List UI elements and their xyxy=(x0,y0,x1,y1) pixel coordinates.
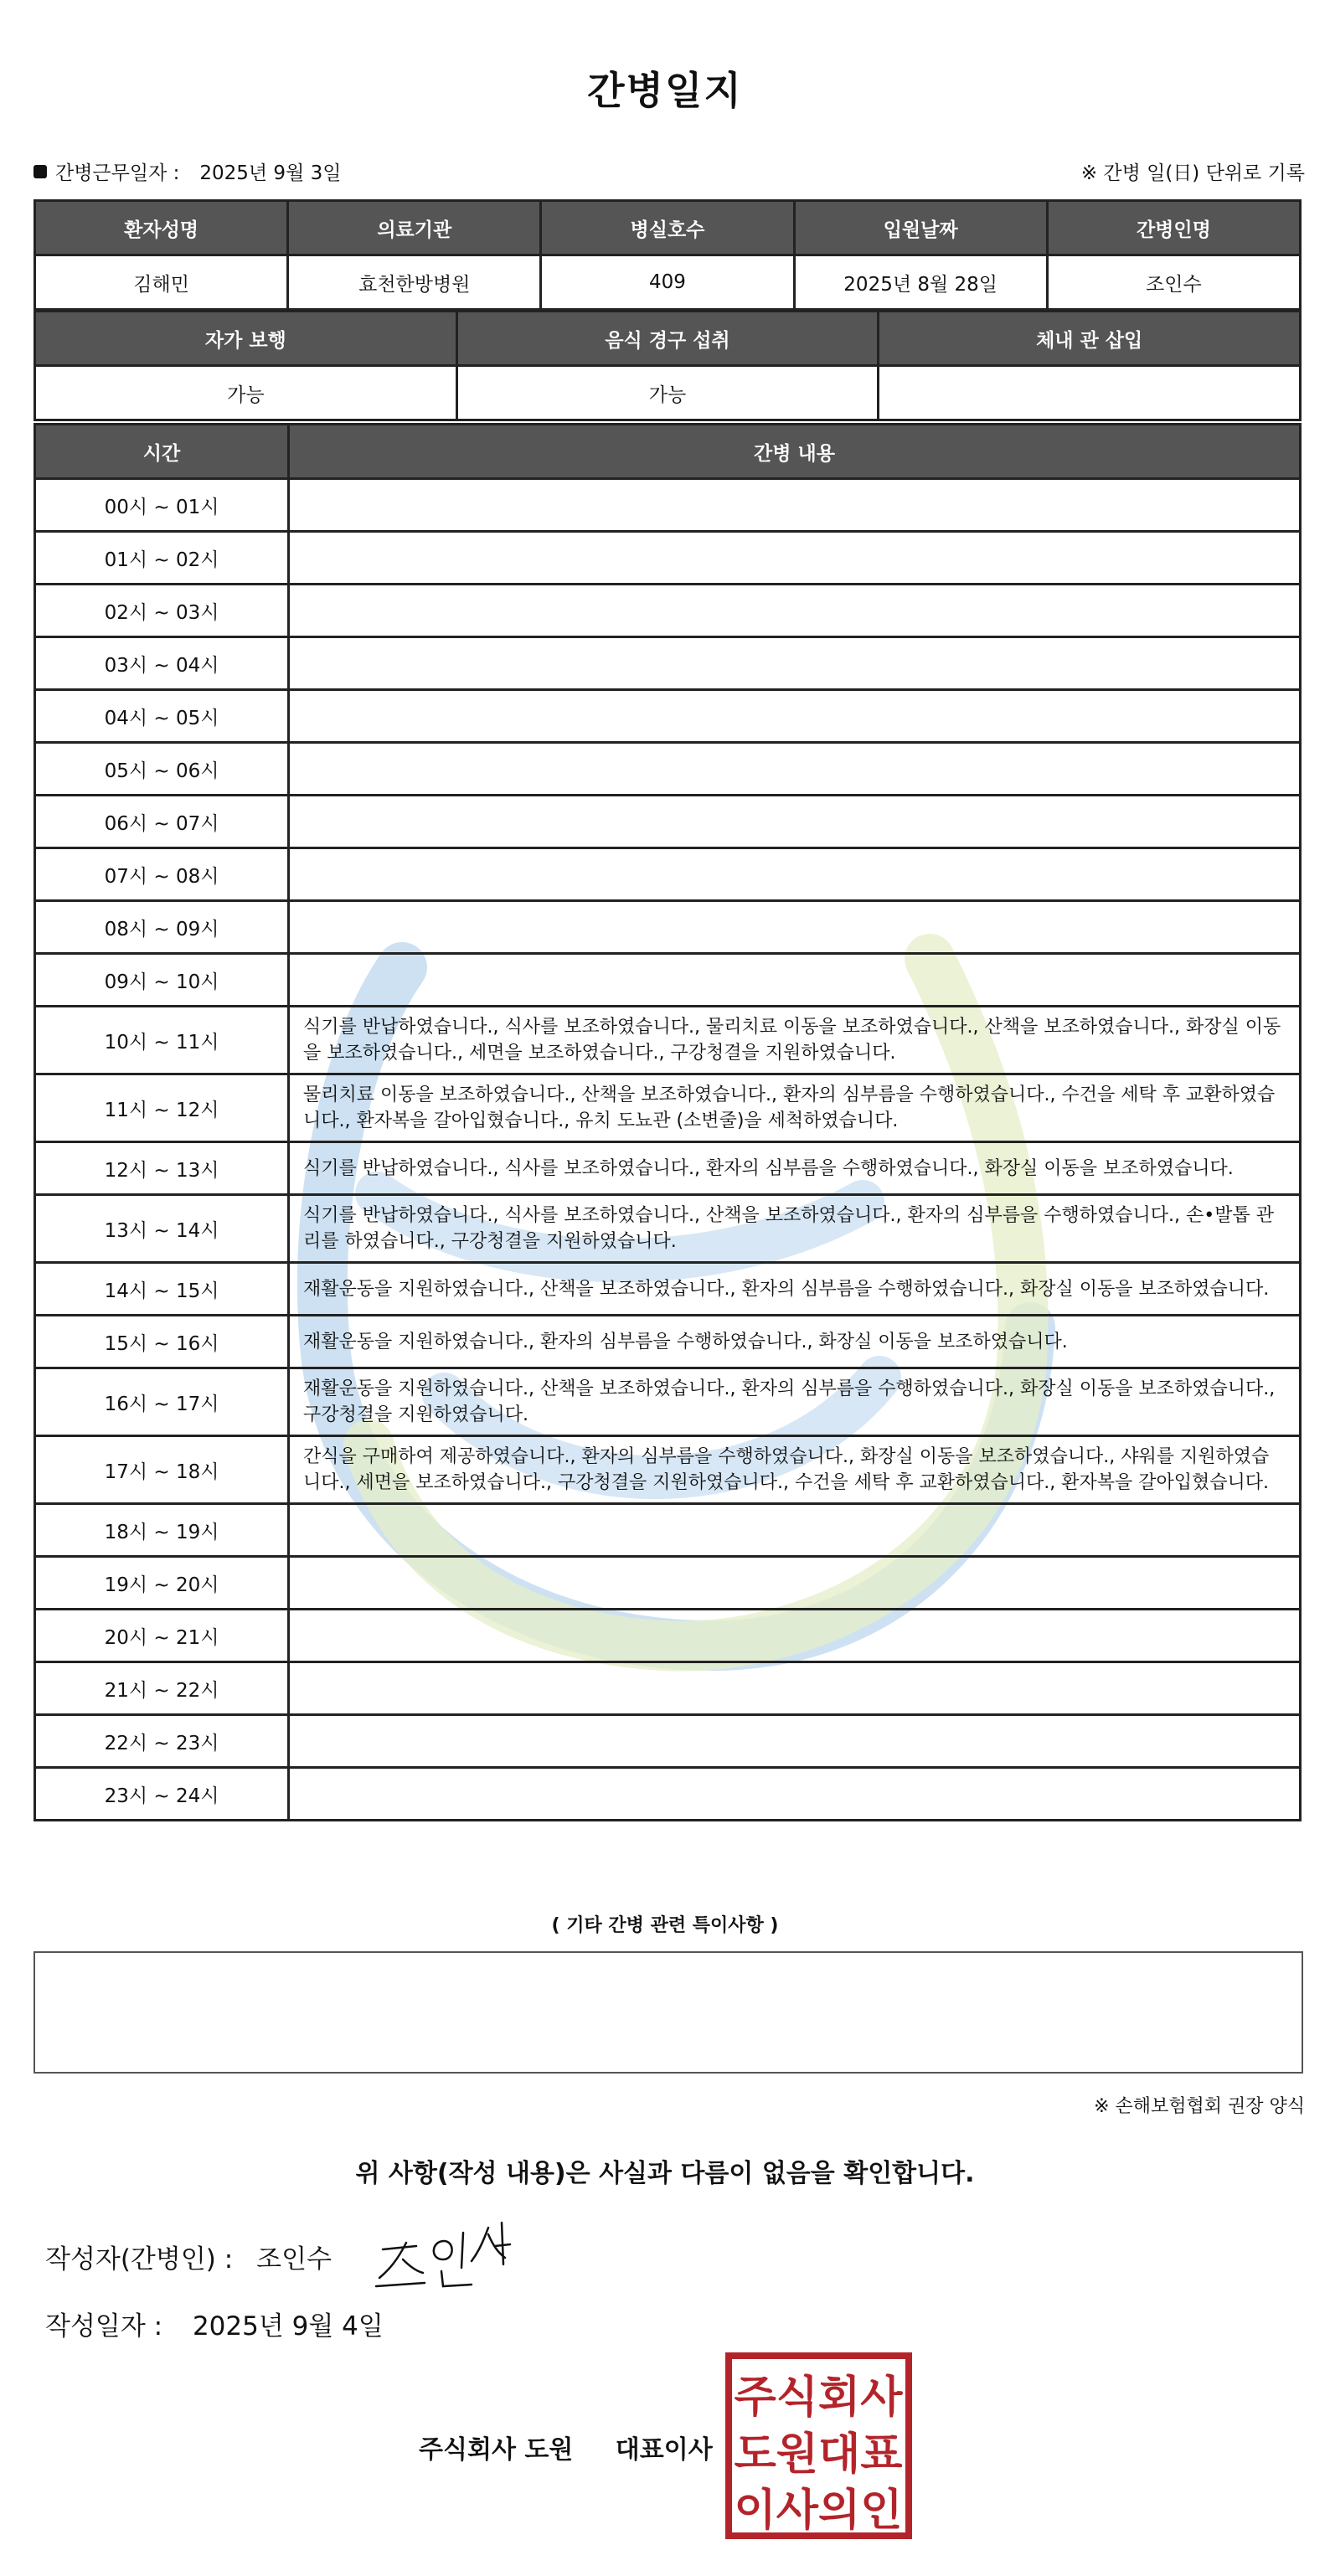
header-cell: 간병인명 xyxy=(1047,201,1300,255)
table-row xyxy=(35,366,1301,420)
table-row xyxy=(35,743,1301,796)
care-content xyxy=(289,637,1301,690)
care-content xyxy=(289,1768,1301,1821)
author-label: 작성자(간병인) : xyxy=(45,2244,234,2275)
author-name: 조인수 xyxy=(256,2244,332,2275)
time-slot: 16시 ~ 17시 xyxy=(35,1368,289,1436)
time-slot: 18시 ~ 19시 xyxy=(35,1504,289,1557)
time-slot: 02시 ~ 03시 xyxy=(35,585,289,637)
time-slot: 19시 ~ 20시 xyxy=(35,1557,289,1610)
table-row xyxy=(35,532,1301,585)
table-header-row xyxy=(35,312,1301,366)
time-slot: 15시 ~ 16시 xyxy=(35,1316,289,1368)
table-row xyxy=(35,1768,1301,1821)
bullet-square-icon xyxy=(34,165,47,178)
time-slot: 20시 ~ 21시 xyxy=(35,1610,289,1662)
header-cell: 병실호수 xyxy=(541,201,794,255)
form-note: ※ 손해보험협회 권장 양식 xyxy=(1094,2096,1305,2117)
time-slot: 08시 ~ 09시 xyxy=(35,901,289,954)
header-cell: 입원날짜 xyxy=(794,201,1047,255)
admission-date: 2025년 8월 28일 xyxy=(794,255,1047,310)
table-row xyxy=(35,1074,1301,1142)
time-slot: 05시 ~ 06시 xyxy=(35,743,289,796)
care-content: 물리치료 이동을 보조하였습니다., 산책을 보조하였습니다., 환자의 심부름을 수행하였습니다., 수건을 세탁 후 교환하였습니다., 환자복을 갈아입혔습니다., 유치 도뇨관 (소변줄)을 세척하였습니다. xyxy=(289,1074,1301,1142)
table-row xyxy=(35,954,1301,1007)
table-row xyxy=(35,637,1301,690)
company-line xyxy=(419,2429,713,2465)
patient-name: 김해민 xyxy=(35,255,288,310)
handwritten-signature xyxy=(373,2218,515,2293)
time-slot: 11시 ~ 12시 xyxy=(35,1074,289,1142)
care-log-table xyxy=(34,423,1302,1821)
care-content xyxy=(289,743,1301,796)
time-slot: 09시 ~ 10시 xyxy=(35,954,289,1007)
table-row xyxy=(35,585,1301,637)
company-name: 주식회사 도원 xyxy=(419,2435,574,2465)
time-slot: 23시 ~ 24시 xyxy=(35,1768,289,1821)
care-content xyxy=(289,954,1301,1007)
care-content xyxy=(289,796,1301,848)
work-date-label: 간병근무일자 : xyxy=(55,162,180,184)
header-cell: 음식 경구 섭취 xyxy=(456,312,879,366)
table-row xyxy=(35,690,1301,743)
time-slot: 01시 ~ 02시 xyxy=(35,532,289,585)
hospital-name: 효천한방병원 xyxy=(288,255,541,310)
time-slot: 03시 ~ 04시 xyxy=(35,637,289,690)
patient-info-table xyxy=(34,199,1302,311)
care-content xyxy=(289,1662,1301,1715)
self-walking-value: 가능 xyxy=(35,366,457,420)
table-row xyxy=(35,1715,1301,1768)
time-slot: 14시 ~ 15시 xyxy=(35,1263,289,1316)
seal-line-1: 주식회사 xyxy=(734,2372,903,2423)
care-content xyxy=(289,585,1301,637)
care-content xyxy=(289,690,1301,743)
time-slot: 06시 ~ 07시 xyxy=(35,796,289,848)
content-header: 간병 내용 xyxy=(289,425,1301,479)
table-row xyxy=(35,1557,1301,1610)
notes-box xyxy=(34,1951,1303,2074)
time-slot: 04시 ~ 05시 xyxy=(35,690,289,743)
table-row xyxy=(35,1263,1301,1316)
work-date xyxy=(34,157,341,185)
table-row xyxy=(35,1142,1301,1195)
oral-intake-value: 가능 xyxy=(456,366,879,420)
table-header-row xyxy=(35,425,1301,479)
table-row xyxy=(35,1610,1301,1662)
care-content: 재활운동을 지원하였습니다., 산책을 보조하였습니다., 환자의 심부름을 수행하였습니다., 화장실 이동을 보조하였습니다., 구강청결을 지원하였습니다. xyxy=(289,1368,1301,1436)
table-row xyxy=(35,1316,1301,1368)
care-content: 식기를 반납하였습니다., 식사를 보조하였습니다., 물리치료 이동을 보조하였습니다., 산책을 보조하였습니다., 화장실 이동을 보조하였습니다., 세면을 보조하였습니다., 구강청결을 지원하였습니다. xyxy=(289,1007,1301,1074)
care-content xyxy=(289,901,1301,954)
room-number: 409 xyxy=(541,255,794,310)
notes-title: ( 기타 간병 관련 특이사항 ) xyxy=(551,1915,779,1936)
written-date-line xyxy=(45,2305,384,2342)
author-line xyxy=(45,2238,332,2275)
table-row xyxy=(35,848,1301,901)
time-slot: 21시 ~ 22시 xyxy=(35,1662,289,1715)
table-row xyxy=(35,1007,1301,1074)
time-slot: 22시 ~ 23시 xyxy=(35,1715,289,1768)
company-title: 대표이사 xyxy=(615,2435,713,2465)
table-row xyxy=(35,1662,1301,1715)
table-row xyxy=(35,796,1301,848)
tube-insertion-value xyxy=(879,366,1301,420)
work-date-value: 2025년 9월 3일 xyxy=(199,162,342,184)
care-content xyxy=(289,1504,1301,1557)
table-row xyxy=(35,1504,1301,1557)
care-content xyxy=(289,848,1301,901)
table-header-row xyxy=(35,201,1301,255)
time-slot: 10시 ~ 11시 xyxy=(35,1007,289,1074)
confirmation-statement: 위 사항(작성 내용)은 사실과 다름이 없음을 확인합니다. xyxy=(355,2159,975,2188)
written-date-value: 2025년 9월 4일 xyxy=(192,2311,384,2342)
table-row xyxy=(35,1368,1301,1436)
time-slot: 12시 ~ 13시 xyxy=(35,1142,289,1195)
care-content xyxy=(289,1610,1301,1662)
table-row xyxy=(35,901,1301,954)
patient-status-table xyxy=(34,310,1302,421)
time-header: 시간 xyxy=(35,425,289,479)
seal-line-2: 도원대표 xyxy=(734,2429,903,2480)
table-row xyxy=(35,1436,1301,1504)
written-date-label: 작성일자 : xyxy=(45,2311,163,2342)
time-slot: 17시 ~ 18시 xyxy=(35,1436,289,1504)
care-content: 재활운동을 지원하였습니다., 환자의 심부름을 수행하였습니다., 화장실 이동을 보조하였습니다. xyxy=(289,1316,1301,1368)
care-log-body xyxy=(35,479,1301,1821)
care-content xyxy=(289,1557,1301,1610)
header-cell: 체내 관 삽입 xyxy=(879,312,1301,366)
care-content: 식기를 반납하였습니다., 식사를 보조하였습니다., 산책을 보조하였습니다., 환자의 심부름을 수행하였습니다., 손•발톱 관리를 하였습니다., 구강청결을 지원하였습니다. xyxy=(289,1195,1301,1263)
time-slot: 07시 ~ 08시 xyxy=(35,848,289,901)
page-title: 간병일지 xyxy=(587,68,743,113)
seal-line-3: 이사의인 xyxy=(734,2486,903,2536)
header-cell: 자가 보행 xyxy=(35,312,457,366)
time-slot: 13시 ~ 14시 xyxy=(35,1195,289,1263)
table-row xyxy=(35,255,1301,310)
header-cell: 의료기관 xyxy=(288,201,541,255)
record-note: ※ 간병 일(日) 단위로 기록 xyxy=(1080,162,1305,184)
care-content xyxy=(289,479,1301,532)
care-content: 식기를 반납하였습니다., 식사를 보조하였습니다., 환자의 심부름을 수행하였습니다., 화장실 이동을 보조하였습니다. xyxy=(289,1142,1301,1195)
table-row xyxy=(35,1195,1301,1263)
caregiver-name: 조인수 xyxy=(1047,255,1300,310)
company-seal-stamp xyxy=(724,2352,913,2540)
time-slot: 00시 ~ 01시 xyxy=(35,479,289,532)
table-row xyxy=(35,479,1301,532)
care-content: 간식을 구매하여 제공하였습니다., 환자의 심부름을 수행하였습니다., 화장실 이동을 보조하였습니다., 샤워를 지원하였습니다., 세면을 보조하였습니다., 구강청결을 지원하였습니다., 수건을 세탁 후 교환하였습니다., 환자복을 갈아입혔습니다. xyxy=(289,1436,1301,1504)
care-content: 재활운동을 지원하였습니다., 산책을 보조하였습니다., 환자의 심부름을 수행하였습니다., 화장실 이동을 보조하였습니다. xyxy=(289,1263,1301,1316)
care-content xyxy=(289,532,1301,585)
care-content xyxy=(289,1715,1301,1768)
header-cell: 환자성명 xyxy=(35,201,288,255)
